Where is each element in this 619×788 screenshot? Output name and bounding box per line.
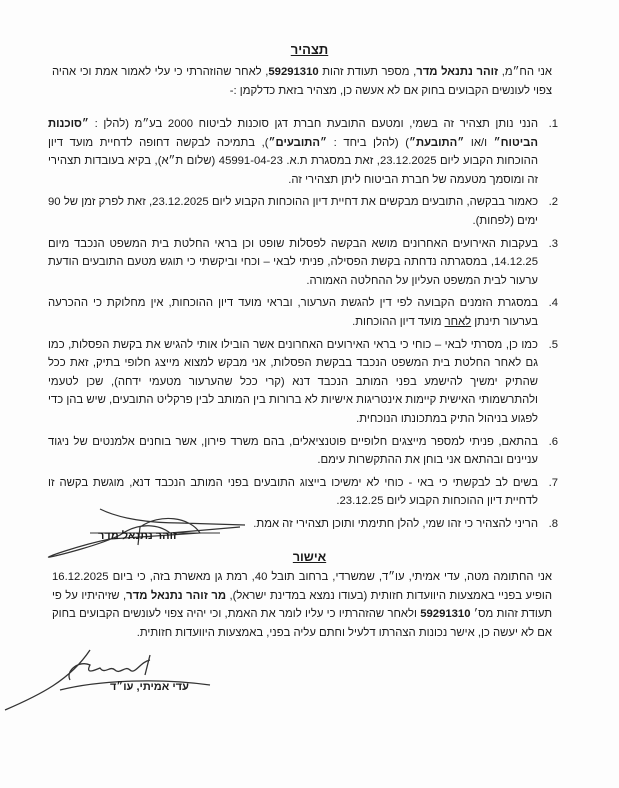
lawyer-signature: [0, 640, 220, 715]
item-text: ) (להלן ביחד :: [327, 136, 409, 149]
document-title: תצהיר: [290, 42, 329, 57]
item-number: 4.: [548, 297, 558, 310]
lawyer-signature-name: עדי אמיתי, עו״ד: [110, 681, 189, 693]
item-number: 1.: [548, 118, 558, 130]
intro-text: אני הח״מ,: [498, 66, 553, 78]
item-text: כאמור בבקשה, התובעים מבקשים את דחיית דיון ההוכחות הקבוע ליום 23.12.2025, זאת לפרק זמן של 90 ימים (לפחות).: [48, 196, 538, 227]
approval-paragraph: [52, 568, 552, 642]
item-text: בעקבות האירועים האחרונים מושא הבקשה לפסלות שופט וכן בראי החלטת בית המשפט הנכבד מיום 14.12.25, במסגרתה נדחתה בקשת הפסילה, פניתי לבאי – וכחי וביקשתי כי תוגש מטעם התובעים הודעת ערעור לבית המשפט העליון על ההחלטה האמורה.: [48, 237, 538, 287]
approval-text: ולאחר שהזהרתיו כי עליו לומר את האמת, וכי יהיה צפוי לעונשים הקבועים בחוק אם לא יעשה כן, אישר נכונות הצהרתו דלעיל וחתם עליה בפני, באמצעות היוועדות חזותית.: [52, 608, 552, 639]
item-text: מועד דיון ההוכחות.: [352, 315, 445, 328]
item-text: במסגרת הזמנים הקבועה לפי דין להגשת הערעור, ובראי מועד דיון ההוכחות, אין מחלוקת כי ההכרעה בערעור תינתן: [48, 297, 538, 328]
defined-term: ״סוכנות הביטוח״: [48, 118, 538, 149]
item-text: כמו כן, מסרתי לבאי – כוחי כי בראי האירועים האחרונים אשר הובילו אותי להגיש את בקשת הפסלות, כמו גם לאחר החלטת בית המשפט הנכבד בבקשת הפסלות, אני מבקש למצוא מייצג חלופי בתיק, זאת ככל שהתיק ימשיך להישמע בפני המותב הנכבד דנא (קרי ככל שהערעור מטעמי ידחה), שכן לטעמי ולהתרשמותי האישית קיימות אינטריגות אישיות לא ברורות בין המותב לבין פרקליט התובעים, שיש בהן כדי לפגוע בניהול התיק במתכונתו הנוכחית.: [48, 338, 538, 425]
intro-paragraph: [52, 63, 552, 100]
intro-text: , לאחר שהוזהרתי כי עלי לאמור אמת וכי אהיה צפוי לעונשים הקבועים בחוק אם לא אעשה כן, מצהיר בזאת כדלקמן :-: [52, 66, 552, 97]
item-number: 6.: [548, 435, 558, 448]
item-number: 7.: [548, 476, 558, 489]
item-text: בהתאם, פניתי למספר מייצגים חלופיים פוטנציאלים, בהם משרד פירון, אשר בוחנים אלמנטים של ניגוד עניינים ובהתאם אני בוחן את ההתקשרות עימם.: [48, 435, 538, 467]
declaration-item: [48, 433, 558, 470]
defined-term: ״התובעים״: [268, 136, 328, 149]
declaration-item: [48, 336, 558, 429]
declaration-item: [48, 193, 558, 230]
defined-term: ״התובעת״: [408, 136, 465, 149]
declaration-item: [48, 235, 558, 291]
item-number: 3.: [548, 237, 558, 250]
declaration-item: [48, 294, 558, 331]
item-text: הנני נותן תצהיר זה בשמי, ומטעם התובעת חברת דגן סוכנות לביטוח 2000 בע״מ (להלן :: [88, 118, 538, 130]
item-text: הריני להצהיר כי זהו שמי, להלן חתימתי ותוכן תצהירי זה אמת.: [253, 517, 538, 530]
approval-text: אני החתומה מטה, עדי אמיתי, עו״ד, שמשרדי, ברחוב תובל 40, רמת גן מאשרת בזה, כי ביום 16.12.2025 הופיע בפניי באמצעות היוועדות חזותית (בעודו נמצא במדינת ישראל),: [52, 571, 553, 602]
declarant-name: זוהר נתנאל מדר: [416, 66, 499, 78]
intro-text: , מספר תעודת זהות: [318, 66, 417, 78]
item-number: 5.: [548, 338, 558, 351]
item-text: בשים לב לבקשתי כי באי - כוחי לא ימשיכו בייצוג התובעים בפני המותב הנכבד דנא, מוגשת בקשה זו לדחיית דיון ההוכחות הקבוע ליום 23.12.25.: [48, 476, 538, 508]
declaration-item: [48, 115, 558, 189]
approval-title: אישור: [292, 550, 327, 564]
item-number: 2.: [548, 196, 558, 209]
approval-text: , שזיהיתיו על פי תעודת זהות מס׳: [52, 589, 552, 620]
item-text: ו/או: [464, 136, 494, 149]
declarant-name: מר זוהר נתנאל מדר: [126, 589, 227, 602]
item-text: ), בתמיכה לבקשה דחופה לדחיית מועד דיון ההוכחות הקבוע ליום 23.12.2025, זאת במסגרת ת.א. 45991-04-23 (שלום ת״א), בקיא בעובדות תצהירי זה ומוסמך מטעמה של חברת הביטוח ליתן תצהירי זה.: [48, 136, 538, 186]
item-number: 8.: [548, 517, 558, 530]
declarant-id: 59291310: [420, 608, 471, 620]
declarant-id: 59291310: [268, 66, 319, 78]
declaration-items: [48, 115, 556, 537]
underlined-word: לאחר: [444, 315, 472, 328]
declarant-signature-name: זוהר נתנאל מדר: [98, 530, 177, 542]
